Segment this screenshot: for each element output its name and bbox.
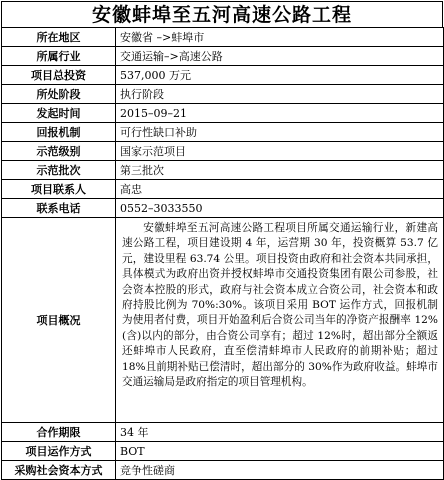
total-investment-label: 项目总投资 [2, 66, 116, 85]
total-investment-value: 537,000 万元 [116, 66, 444, 85]
industry-label: 所属行业 [2, 47, 116, 66]
contact-person-value: 高忠 [116, 180, 444, 199]
page-title: 安徽蚌埠至五河高速公路工程 [1, 1, 443, 27]
demo-level-value: 国家示范项目 [116, 142, 444, 161]
contact-phone-value: 0552–3033550 [116, 199, 444, 218]
cooperation-term-label: 合作期限 [2, 423, 116, 442]
demo-batch-value: 第三批次 [116, 161, 444, 180]
procurement-method-label: 采购社会资本方式 [2, 461, 116, 480]
contact-phone-label: 联系电话 [2, 199, 116, 218]
demo-level-label: 示范级别 [2, 142, 116, 161]
row-total-investment [2, 66, 444, 85]
row-contact-phone [2, 199, 444, 218]
region-value: 安徽省 –>蚌埠市 [116, 28, 444, 47]
row-return-mechanism [2, 123, 444, 142]
overview-label: 项目概况 [2, 218, 116, 423]
stage-value: 执行阶段 [116, 85, 444, 104]
industry-value: 交通运输–>高速公路 [116, 47, 444, 66]
stage-label: 所处阶段 [2, 85, 116, 104]
demo-batch-label: 示范批次 [2, 161, 116, 180]
operation-mode-label: 项目运作方式 [2, 442, 116, 461]
launch-date-value: 2015–09–21 [116, 104, 444, 123]
return-mechanism-label: 回报机制 [2, 123, 116, 142]
overview-text: 安徽蚌埠至五河高速公路工程项目所属交通运输行业，新建高速公路工程，项目建设期 4 年，运营期 30 年，投资概算 53.7 亿元，建设里程 63.74 公里。项目投资由政府和社会资本共同承担，具体模式为政府出资并授权蚌埠市交通投资集团有限公司参股，社会资本控股的形式，政府与社会资本成立合资公司，社会资本和政府持股比例为 70%:30%。该项目采用 BOT 运作方式，回报机制为使用者付费，项目开始盈利后合资公司当年的净资产报酬率 12%(含)以内的部分，由合资公司享有；超过 12%时，超出部分全额返还蚌埠市人民政府，直至偿清蚌埠市人民政府的前期补贴；超过 18%且前期补贴已偿清时，超出部分的 30%作为政府收益。蚌埠市交通运输局是政府指定的项目管理机构。 [116, 218, 444, 423]
launch-date-label: 发起时间 [2, 104, 116, 123]
row-stage [2, 85, 444, 104]
operation-mode-value: BOT [116, 442, 444, 461]
region-label: 所在地区 [2, 28, 116, 47]
row-procurement-method [2, 461, 444, 480]
row-demo-batch [2, 161, 444, 180]
row-contact-person [2, 180, 444, 199]
project-info-sheet [1, 1, 443, 477]
row-overview [2, 218, 444, 423]
row-region [2, 28, 444, 47]
row-demo-level [2, 142, 444, 161]
return-mechanism-value: 可行性缺口补助 [116, 123, 444, 142]
project-info-table [1, 27, 444, 480]
row-launch-date [2, 104, 444, 123]
row-industry [2, 47, 444, 66]
row-cooperation-term [2, 423, 444, 442]
procurement-method-value: 竞争性磋商 [116, 461, 444, 480]
contact-person-label: 项目联系人 [2, 180, 116, 199]
cooperation-term-value: 34 年 [116, 423, 444, 442]
row-operation-mode [2, 442, 444, 461]
